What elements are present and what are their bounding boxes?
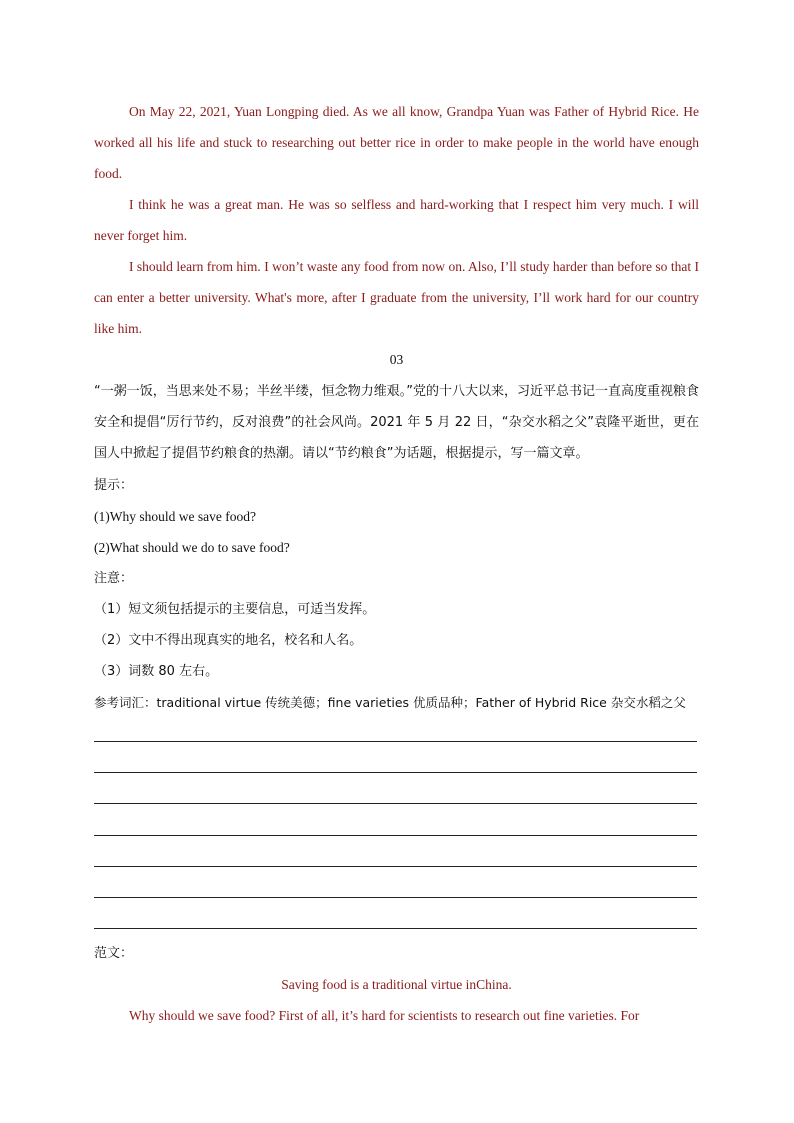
note-item: （2）文中不得出现真实的地名，校名和人名。 xyxy=(94,633,363,648)
essay-paragraph-3: I should learn from him. I won’t waste any food from now on. Also, I’ll study harder than before so that I can enter a better university. What's more, after I graduate from the university, I’ll work hard for our country like him. xyxy=(94,259,699,336)
essay-paragraph-2: I think he was a great man. He was so selfless and hard-working that I respect him very much. I will never forget him. xyxy=(94,197,699,243)
sample-essay-title: Saving food is a traditional virtue inChina. xyxy=(281,977,512,992)
hint-item: (1)Why should we save food? xyxy=(94,509,256,524)
writing-prompt: “一粥一饭，当思来处不易；半丝半缕，恒念物力维艰。”党的十八大以来，习近平总书记一直高度重视粮食安全和提倡“厉行节约，反对浪费”的社会风尚。2021 年 5 月 22 日，“杂交水稻之父”袁隆平逝世，更在国人中掀起了提倡节约粮食的热潮。请以“节约粮食”为话题，根据提示，写一篇文章。 xyxy=(94,384,699,461)
answer-line xyxy=(94,741,697,742)
sample-essay-label: 范文： xyxy=(94,946,134,961)
answer-line xyxy=(94,772,697,773)
note-item: （1）短文须包括提示的主要信息，可适当发挥。 xyxy=(94,602,376,617)
reference-vocabulary: 参考词汇：traditional virtue 传统美德；fine varieties 优质品种；Father of Hybrid Rice 杂交水稻之父 xyxy=(94,695,686,710)
answer-line xyxy=(94,928,697,929)
answer-line xyxy=(94,866,697,867)
hints-label: 提示： xyxy=(94,478,134,493)
answer-line xyxy=(94,803,697,804)
essay-paragraph-1: On May 22, 2021, Yuan Longping died. As we all know, Grandpa Yuan was Father of Hybrid Rice. He worked all his life and stuck to researching out better rice in order to make people in the world have enough food. xyxy=(94,104,699,181)
section-number: 03 xyxy=(389,352,404,367)
hint-item: (2)What should we do to save food? xyxy=(94,540,290,555)
notes-label: 注意： xyxy=(94,571,134,586)
sample-essay-paragraph: Why should we save food? First of all, it’s hard for scientists to research out fine varieties. For xyxy=(129,1008,640,1023)
note-item: （3）词数 80 左右。 xyxy=(94,664,219,679)
answer-line xyxy=(94,835,697,836)
answer-line xyxy=(94,897,697,898)
